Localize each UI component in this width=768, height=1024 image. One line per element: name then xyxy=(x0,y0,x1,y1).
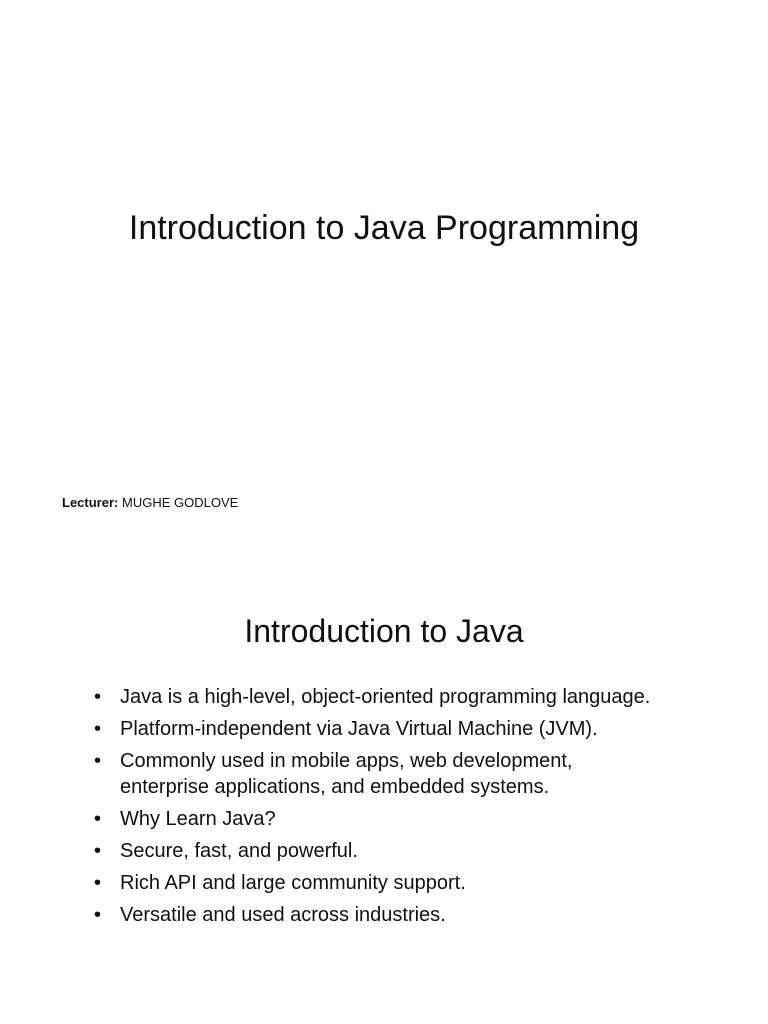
bullet-item xyxy=(94,806,654,832)
slide-title: Introduction to Java xyxy=(244,613,524,649)
bullet-list xyxy=(94,684,654,934)
bullet-item xyxy=(94,870,654,896)
bullet-icon: • xyxy=(94,904,102,926)
bullet-icon: • xyxy=(94,808,102,830)
bullet-text: Versatile and used across industries. xyxy=(120,904,446,926)
bullet-item xyxy=(94,748,654,800)
bullet-item xyxy=(94,684,654,710)
lecturer-line xyxy=(62,494,238,512)
bullet-icon: • xyxy=(94,718,102,740)
bullet-icon: • xyxy=(94,686,102,708)
bullet-icon: • xyxy=(94,750,102,772)
lecturer-label-text: Lecturer xyxy=(62,495,115,510)
content-slide xyxy=(0,576,768,1024)
lecturer-label-colon: : xyxy=(114,495,119,510)
bullet-icon: • xyxy=(94,840,102,862)
bullet-text: Rich API and large community support. xyxy=(120,872,466,894)
bullet-text: Secure, fast, and powerful. xyxy=(120,840,358,862)
bullet-item xyxy=(94,838,654,864)
lecturer-label xyxy=(62,495,118,510)
lecturer-name: MUGHE GODLOVE xyxy=(122,495,239,510)
bullet-item xyxy=(94,902,654,928)
bullet-text: Platform-independent via Java Virtual Machine (JVM). xyxy=(120,718,598,740)
slide-title: Introduction to Java Programming xyxy=(128,209,640,247)
bullet-text: Why Learn Java? xyxy=(120,808,276,830)
bullet-item xyxy=(94,716,654,742)
bullet-icon: • xyxy=(94,872,102,894)
bullet-text: Java is a high-level, object-oriented programming language. xyxy=(120,686,651,708)
bullet-text: Commonly used in mobile apps, web development, enterprise applications, and embedded systems. xyxy=(120,750,573,798)
